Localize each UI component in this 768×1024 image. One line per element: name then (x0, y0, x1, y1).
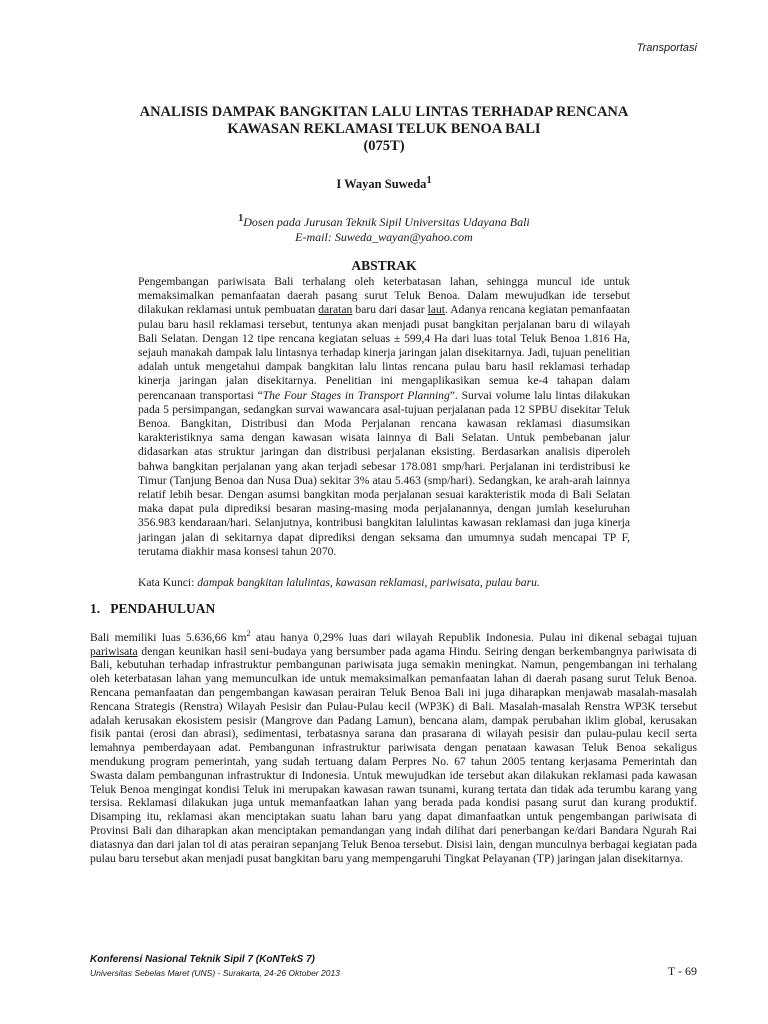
footer-conference: Konferensi Nasional Teknik Sipil 7 (KoNTekS 7) (90, 954, 315, 965)
abstract-text-3: . Adanya rencana kegiatan pemanfaatan pulau baru hasil reklamasi tersebut, tentunya akan menjadi pusat bangkitan perjalanan baru di wilayah Bali Selatan. Dengan 12 tipe rencana kegiatan seluas ± 599,4 Ha dari luas total Teluk Benoa 1.816 Ha, sejauh manakah dampak lalu lintasnya terhadap kinerja jaringan jalan disekitarnya. Jadi, tujuan penelitian adalah untuk mengetahui dampak bangkitan lalu lintas rencana pulau baru hasil reklamasi terhadap kinerja jaringan jalan disekitarnya. Penelitian ini mengaplikasikan semua ke-4 tahapan dalam perencanaan transportasi “ (138, 303, 631, 402)
author-superscript: 1 (426, 175, 432, 186)
author-name: I Wayan Suweda (336, 177, 427, 192)
affiliation-line-1: Dosen pada Jurusan Teknik Sipil Universitas Udayana Bali (243, 215, 530, 230)
section-text-2: atau hanya 0,29% luas dari wilayah Republik Indonesia. Pulau ini dikenal sebagai tujuan (250, 630, 697, 644)
affiliation-superscript: 1 (238, 213, 244, 225)
section-body (90, 627, 697, 865)
keywords-text: dampak bangkitan lalulintas, kawasan reklamasi, pariwisata, pulau baru. (197, 576, 540, 589)
running-head: Transportasi (636, 42, 697, 54)
abstract-heading: ABSTRAK (351, 258, 417, 274)
affiliation (90, 211, 678, 245)
author (90, 175, 678, 192)
footer-venue: Universitas Sebelas Maret (UNS) - Surakarta, 24-26 Oktober 2013 (90, 968, 340, 978)
section-heading: 1. PENDAHULUAN (90, 601, 216, 616)
abstract-paragraph (138, 275, 630, 559)
page-number: T - 69 (667, 964, 697, 978)
section-paragraph (90, 627, 697, 865)
title-line-1: ANALISIS DAMPAK BANGKITAN LALU LINTAS TERHADAP RENCANA (139, 104, 629, 120)
keywords-label: Kata Kunci: (138, 576, 198, 589)
abstract-text-4: ”. Survai volume lalu lintas dilakukan pada 5 persimpangan, sedangkan survai wawancara asal-tujuan perjalanan pada 12 SPBU disekitar Teluk Benoa. Bangkitan, Distribusi dan Moda Perjalanan rencana kawasan reklamasi diasumsikan karakteristiknya sama dengan kawasan wisata lainnya di Bali Selatan. Untuk pembebanan jalur didasarkan atas struktur jaringan dan distribusi perjalanan eksisting. Berdasarkan analisis diperoleh bahwa bangkitan perjalanan yang akan terjadi sebesar 178.081 smp/hari. Perjalanan ini terdistribusi ke Timur (Tanjung Benoa dan Nusa Dua) sekitar 3% atau 5.463 (smp/hari). Sedangkan, ke arah-arah lainnya relatif lebih besar. Dengan asumsi bangkitan moda perjalanan sesuai karakteristik moda di Bali Selatan maka dapat pula diprediksi besaran masing-masing moda perjalanannya, dengan jumlah keseluruhan 356.983 kendaraan/hari. Selanjutnya, kontribusi bangkitan lalulintas kawasan reklamasi dan juga kinerja jaringan jalan di sekitarnya dapat diprediksi dengan seksama dan umumnya sudah mencapai TP F, terutama diakhir masa konsesi tahun 2070. (138, 388, 630, 558)
abstract-body (138, 275, 630, 559)
keywords (138, 576, 630, 589)
section-underlined-pariwisata: pariwisata (90, 644, 138, 658)
title-line-3: (075T) (363, 138, 405, 154)
title-block (90, 104, 678, 274)
abstract-underlined-laut: laut (427, 303, 445, 317)
abstract-underlined-daratan: daratan (318, 303, 353, 317)
section-superscript: 2 (246, 629, 251, 638)
abstract-italic-title: The Four Stages in Transport Planning (262, 388, 450, 402)
abstract-text-2: baru dari dasar (352, 303, 428, 317)
affiliation-email: E-mail: Suweda_wayan@yahoo.com (295, 230, 473, 245)
title-line-2: KAWASAN REKLAMASI TELUK BENOA BALI (227, 121, 541, 137)
section-text-3: dengan keunikan hasil seni-budaya yang bersumber pada agama Hindu. Seiring dengan berkembangnya pariwisata di Bali, kebutuhan terhadap infrastruktur pembangunan pariwisata juga semakin meningkat. Namun, pengembangan ini terhalang oleh keterbatasan lahan yang memunculkan ide untuk memaksimalkan pemanfaatan lahan di daerah pasang surut Teluk Benoa. Rencana pemanfaatan dan pengembangan kawasan perairan Teluk Benoa Bali ini juga diharapkan menjawab masalah-masalah Rencana Strategis (Renstra) Wilayah Pesisir dan Pulau-Pulau kecil (WP3K) di Bali. Masalah-masalah Renstra WP3K tersebut adalah kerusakan ekosistem pesisir (Mangrove dan Padang Lamun), bencana alam, dampak perubahan iklim global, kerusakan fisik pantai (erosi dan abrasi), sedimentasi, terbatasnya sarana dan prasarana di wilayah pesisir dan pulau-pulau kecil serta lemahnya pemberdayaan adat. Pembangunan infrastruktur pariwisata dengan penataan kawasan Teluk Benoa sekaligus mendukung program pemerintah, yang sudah tertuang dalam Perpres No. 67 tahun 2005 tentang kerjasama Pemerintah dan Swasta dalam pembangunan infrastruktur di Indonesia. Untuk mewujudkan ide tersebut akan dilakukan reklamasi pada kawasan Teluk Benoa mengingat kondisi Teluk ini merupakan kawasan rawan tsunami, kurang tertata dan tidak ada terumbu karang yang tersisa. Reklamasi dilakukan juga untuk memanfaatkan lahan yang berada pada kondisi pasang surut dan kurang produktif. Disamping itu, reklamasi akan menciptakan suatu lahan baru yang dapat dimanfaatkan untuk pengembangan pariwisata di Provinsi Bali dan diharapkan akan menciptakan pemandangan yang indah dilihat dari penerbangan ke/dari Bandara Ngurah Rai diatasnya dan dari jalan tol di atas perairan sepanjang Teluk Benoa tersebut. Disisi lain, dengan munculnya berbagai kegiatan pada pulau baru tersebut akan menjadi pusat bangkitan baru yang mempengaruhi Tingkat Pelayanan (TP) jaringan jalan disekitarnya. (90, 644, 697, 865)
paper-title (90, 104, 678, 155)
section-text-1: Bali memiliki luas 5.636,66 km (90, 630, 247, 644)
abstract-text-1: Pengembangan pariwisata Bali terhalang oleh keterbatasan lahan, sehingga muncul ide untuk memaksimalkan pemanfaatan daerah pasang surut Teluk Benoa. Dalam mewujudkan ide tersebut dilakukan reklamasi untuk pembuatan (138, 275, 630, 317)
